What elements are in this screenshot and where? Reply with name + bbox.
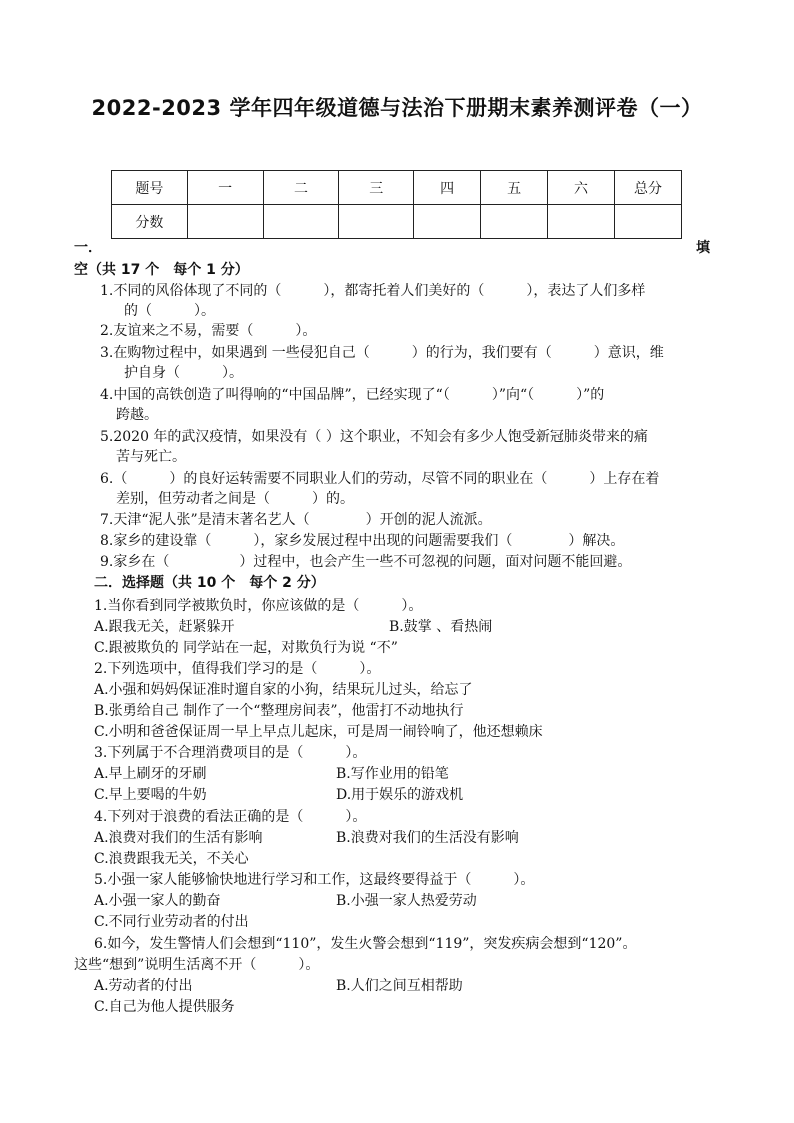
option-line: A.小强一家人的勤奋 [94, 893, 221, 909]
option-line: C.浪费跟我无关，不关心 [94, 851, 249, 867]
option-line: A.劳动者的付出 [94, 978, 193, 994]
option-line: B.浪费对我们的生活没有影响 [336, 830, 519, 846]
question-line: 护自身（ ）。 [124, 365, 243, 381]
score-table [111, 170, 682, 239]
question-line: 5.小强一家人能够愉快地进行学习和工作，这最终要得益于（ ）。 [94, 872, 535, 888]
option-line: D.用于娱乐的游戏机 [336, 787, 464, 803]
table-cell: 总分 [615, 171, 682, 205]
question-line: 这些“想到”说明生活离不开（ ）。 [74, 957, 320, 973]
score-input-cell[interactable] [263, 205, 339, 239]
question-line: 的（ ）。 [124, 303, 215, 319]
table-cell: 四 [414, 171, 481, 205]
option-line: B.写作业用的铅笔 [336, 766, 449, 782]
section-heading-part: 填 [696, 240, 710, 256]
table-cell: 分数 [112, 205, 188, 239]
question-line: 7.天津“泥人张”是清末著名艺人（ ）开创的泥人流派。 [100, 512, 492, 528]
option-line: C.早上要喝的牛奶 [94, 787, 207, 803]
question-line: 6.如今，发生警情人们会想到“110”，发生火警会想到“119”，突发疾病会想到“120”。 [94, 936, 637, 952]
option-line: C.不同行业劳动者的付出 [94, 914, 249, 930]
option-line: B.鼓掌 、看热闹 [389, 619, 493, 635]
score-input-cell[interactable] [481, 205, 548, 239]
option-line: B.人们之间互相帮助 [336, 978, 463, 994]
score-input-cell[interactable] [187, 205, 263, 239]
question-line: 差别，但劳动者之间是（ ）的。 [116, 491, 354, 507]
option-line: B.张勇给自己 制作了一个“整理房间表”，他雷打不动地执行 [94, 703, 464, 719]
table-cell: 题号 [112, 171, 188, 205]
question-line: 5.2020 年的武汉疫情，如果没有（ ）这个职业，不知会有多少人饱受新冠肺炎带来的痛 [100, 429, 648, 445]
question-line: 1.不同的风俗体现了不同的（ ），都寄托着人们美好的（ ），表达了人们多样 [100, 283, 646, 299]
question-line: 6.（ ）的良好运转需要不同职业人们的劳动，尽管不同的职业在（ ）上存在着 [100, 471, 660, 487]
question-line: 2.下列选项中，值得我们学习的是（ ）。 [94, 661, 381, 677]
question-line: 苦与死亡。 [116, 449, 186, 465]
option-line: A.小强和妈妈保证准时遛自家的小狗，结果玩儿过头，给忘了 [94, 682, 473, 698]
question-line: 9.家乡在（ ）过程中，也会产生一些不可忽视的问题，面对问题不能回避。 [100, 554, 632, 570]
score-input-cell[interactable] [339, 205, 414, 239]
table-cell: 五 [481, 171, 548, 205]
question-line: 1.当你看到同学被欺负时，你应该做的是（ ）。 [94, 598, 423, 614]
table-cell: 二 [263, 171, 339, 205]
question-line: 跨越。 [116, 407, 158, 423]
score-input-cell[interactable] [548, 205, 615, 239]
option-line: A.早上刷牙的牙刷 [94, 766, 207, 782]
question-line: 4.中国的高铁创造了叫得响的“中国品牌”，已经实现了“（ ）”向“（ ）”的 [100, 387, 605, 403]
table-cell: 六 [548, 171, 615, 205]
score-table-header-row [112, 171, 682, 205]
option-line: C.自己为他人提供服务 [94, 999, 235, 1015]
option-line: A.跟我无关，赶紧躲开 [94, 619, 235, 635]
question-line: 3.在购物过程中，如果遇到 一些侵犯自己（ ）的行为，我们要有（ ）意识，维 [100, 345, 664, 361]
score-input-cell[interactable] [414, 205, 481, 239]
score-input-cell[interactable] [615, 205, 682, 239]
section-heading-number: 一． [74, 240, 102, 256]
table-cell: 三 [339, 171, 414, 205]
page-title: 2022-2023 学年四年级道德与法治下册期末素养测评卷（一） [91, 96, 703, 120]
section-heading: 空（共 17 个 每个 1 分） [74, 262, 249, 278]
option-line: B.小强一家人热爱劳动 [336, 893, 477, 909]
question-line: 8.家乡的建设靠（ ），家乡发展过程中出现的问题需要我们（ ）解决。 [100, 533, 625, 549]
score-table-score-row [112, 205, 682, 239]
option-line: A.浪费对我们的生活有影响 [94, 830, 263, 846]
option-line: C.小明和爸爸保证周一早上早点儿起床，可是周一闹铃响了，他还想赖床 [94, 724, 543, 740]
option-line: C.跟被欺负的 同学站在一起，对欺负行为说 “不” [94, 640, 398, 656]
question-line: 3.下列属于不合理消费项目的是（ ）。 [94, 745, 367, 761]
question-line: 2.友谊来之不易，需要（ ）。 [100, 323, 317, 339]
table-cell: 一 [187, 171, 263, 205]
question-line: 4.下列对于浪费的看法正确的是（ ）。 [94, 809, 367, 825]
section-heading: 二．选择题（共 10 个 每个 2 分） [94, 575, 325, 591]
